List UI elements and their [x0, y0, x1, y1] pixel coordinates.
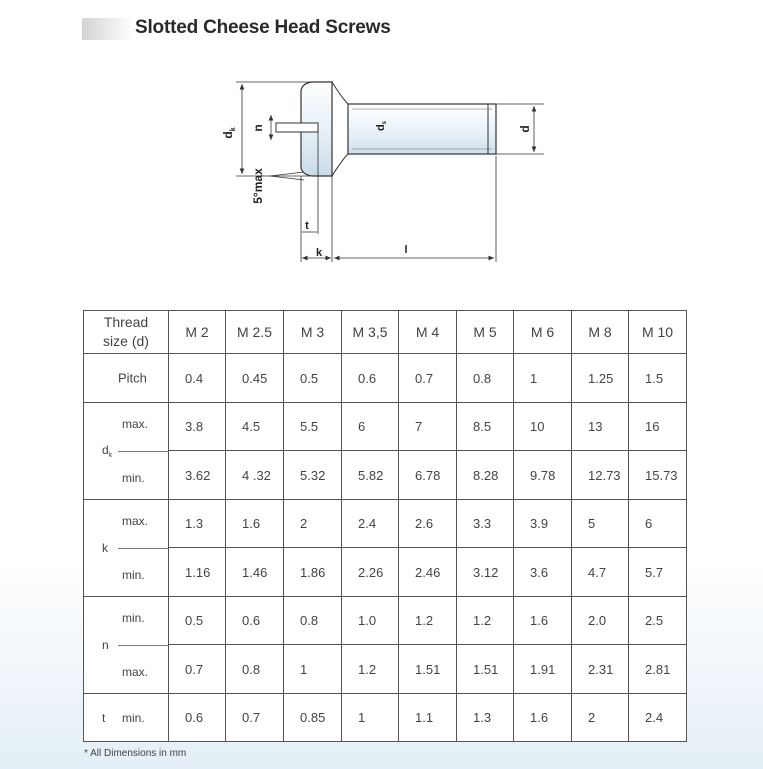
table-cell: 1 — [514, 354, 572, 403]
t-symbol: t — [102, 710, 106, 725]
table-cell: 3.3 — [457, 500, 514, 548]
dk-symbol: $d_k$ — [102, 442, 113, 460]
t-min-row — [84, 694, 687, 742]
table-cell: 5.7 — [629, 548, 687, 597]
k-symbol: k — [102, 541, 108, 555]
size-header: M 8 — [572, 311, 629, 354]
angle-line-2 — [270, 176, 304, 180]
table-cell: 1.51 — [399, 645, 457, 694]
table-cell: 0.5 — [169, 597, 226, 645]
screw-technical-drawing — [0, 0, 763, 300]
table-cell: 1 — [342, 694, 399, 742]
table-cell: 0.5 — [284, 354, 342, 403]
head-slot — [276, 123, 318, 132]
table-cell: 6 — [342, 403, 399, 451]
table-cell: 0.4 — [169, 354, 226, 403]
n-label: n — [251, 124, 265, 132]
table-cell: 5.32 — [284, 451, 342, 500]
table-cell: 12.73 — [572, 451, 629, 500]
table-cell: 7 — [399, 403, 457, 451]
l-label: l — [404, 244, 408, 256]
k-min-row — [84, 548, 687, 597]
table-cell: 1.25 — [572, 354, 629, 403]
table-cell: 1.0 — [342, 597, 399, 645]
n-symbol: n — [102, 638, 109, 652]
d-label: d — [518, 125, 532, 133]
header-row — [84, 311, 687, 354]
table-cell: 2.46 — [399, 548, 457, 597]
table-cell: 1.1 — [399, 694, 457, 742]
table-cell: 2.26 — [342, 548, 399, 597]
t-min-label: min. — [122, 710, 145, 725]
table-cell: 0.8 — [226, 645, 284, 694]
dimension-table — [83, 310, 687, 742]
table-cell: 9.78 — [514, 451, 572, 500]
dk-max-row — [84, 403, 687, 451]
table-cell: 0.6 — [342, 354, 399, 403]
table-cell: 0.7 — [169, 645, 226, 694]
thread-header-line2: size (d) — [103, 333, 149, 349]
table-cell: 2.5 — [629, 597, 687, 645]
table-cell: 0.7 — [226, 694, 284, 742]
thread-size-header — [84, 311, 169, 354]
size-header: M 10 — [629, 311, 687, 354]
table-cell: 0.8 — [284, 597, 342, 645]
table-cell: 6.78 — [399, 451, 457, 500]
table-cell: 13 — [572, 403, 629, 451]
table-cell: 4.7 — [572, 548, 629, 597]
table-cell: 1.86 — [284, 548, 342, 597]
table-cell: 5.5 — [284, 403, 342, 451]
table-cell: 16 — [629, 403, 687, 451]
table-cell: 1.6 — [514, 597, 572, 645]
table-cell: 1.91 — [514, 645, 572, 694]
dk-min-label: min. — [122, 471, 145, 485]
size-header: M 3,5 — [342, 311, 399, 354]
n-min-label: min. — [122, 611, 145, 625]
table-cell: 1.3 — [457, 694, 514, 742]
table-cell: 2.31 — [572, 645, 629, 694]
page-title: Slotted Cheese Head Screws — [135, 17, 391, 38]
table-cell: 1 — [284, 645, 342, 694]
size-header: M 2 — [169, 311, 226, 354]
n-max-row — [84, 645, 687, 694]
size-header: M 2.5 — [226, 311, 284, 354]
table-cell: 15.73 — [629, 451, 687, 500]
dk-label: $d_k$ — [221, 127, 237, 139]
size-header: M 4 — [399, 311, 457, 354]
table-cell: 3.6 — [514, 548, 572, 597]
head-chamfer — [332, 82, 348, 176]
dk-label-cell — [84, 403, 169, 500]
table-cell: 1.6 — [514, 694, 572, 742]
pitch-label-cell — [84, 354, 169, 403]
table-cell: 1.46 — [226, 548, 284, 597]
size-header: M 5 — [457, 311, 514, 354]
size-header: M 6 — [514, 311, 572, 354]
pitch-label: Pitch — [118, 370, 147, 386]
table-cell: 0.7 — [399, 354, 457, 403]
n-label-cell — [84, 597, 169, 694]
table-cell: 2.0 — [572, 597, 629, 645]
k-max-row — [84, 500, 687, 548]
table-cell: 0.6 — [226, 597, 284, 645]
table-cell: 4.5 — [226, 403, 284, 451]
table-cell: 8.28 — [457, 451, 514, 500]
dk-max-label: max. — [122, 417, 149, 431]
t-label-cell — [84, 694, 169, 742]
thread-header-line1: Thread — [103, 314, 149, 330]
table-cell: 5 — [572, 500, 629, 548]
table-cell: 10 — [514, 403, 572, 451]
table-cell: 1.3 — [169, 500, 226, 548]
angle-line-1 — [270, 172, 304, 176]
size-header: M 3 — [284, 311, 342, 354]
table-cell: 0.8 — [457, 354, 514, 403]
table-cell: 1.2 — [399, 597, 457, 645]
table-cell: 1.2 — [342, 645, 399, 694]
dimensions-footnote: * All Dimensions in mm — [84, 748, 187, 759]
table-cell: 1.5 — [629, 354, 687, 403]
table-cell: 1.16 — [169, 548, 226, 597]
dk-min-row — [84, 451, 687, 500]
table-cell: 0.85 — [284, 694, 342, 742]
table-cell: 1.2 — [457, 597, 514, 645]
k-label-cell — [84, 500, 169, 597]
n-max-label: max. — [122, 665, 149, 679]
table-cell: 6 — [629, 500, 687, 548]
table-cell: 3.8 — [169, 403, 226, 451]
table-cell: 4 .32 — [226, 451, 284, 500]
table-cell: 3.9 — [514, 500, 572, 548]
table-cell: 1.51 — [457, 645, 514, 694]
table-cell: 3.12 — [457, 548, 514, 597]
table-cell: 8.5 — [457, 403, 514, 451]
table-cell: 2 — [284, 500, 342, 548]
table-cell: 1.6 — [226, 500, 284, 548]
table-cell: 2.6 — [399, 500, 457, 548]
pitch-row — [84, 354, 687, 403]
table-cell: 2.81 — [629, 645, 687, 694]
table-cell: 0.6 — [169, 694, 226, 742]
table-cell: 2.4 — [629, 694, 687, 742]
t-label: t — [305, 220, 309, 232]
table-cell: 0.45 — [226, 354, 284, 403]
table-cell: 3.62 — [169, 451, 226, 500]
table-cell: 2.4 — [342, 500, 399, 548]
screw-shaft — [348, 104, 496, 154]
table-cell: 5.82 — [342, 451, 399, 500]
k-label: k — [315, 247, 323, 259]
n-min-row — [84, 597, 687, 645]
angle-label: 5°max — [251, 168, 265, 204]
k-min-label: min. — [122, 568, 145, 582]
ds-label: ds — [375, 120, 388, 132]
table-cell: 2 — [572, 694, 629, 742]
k-max-label: max. — [122, 514, 149, 528]
